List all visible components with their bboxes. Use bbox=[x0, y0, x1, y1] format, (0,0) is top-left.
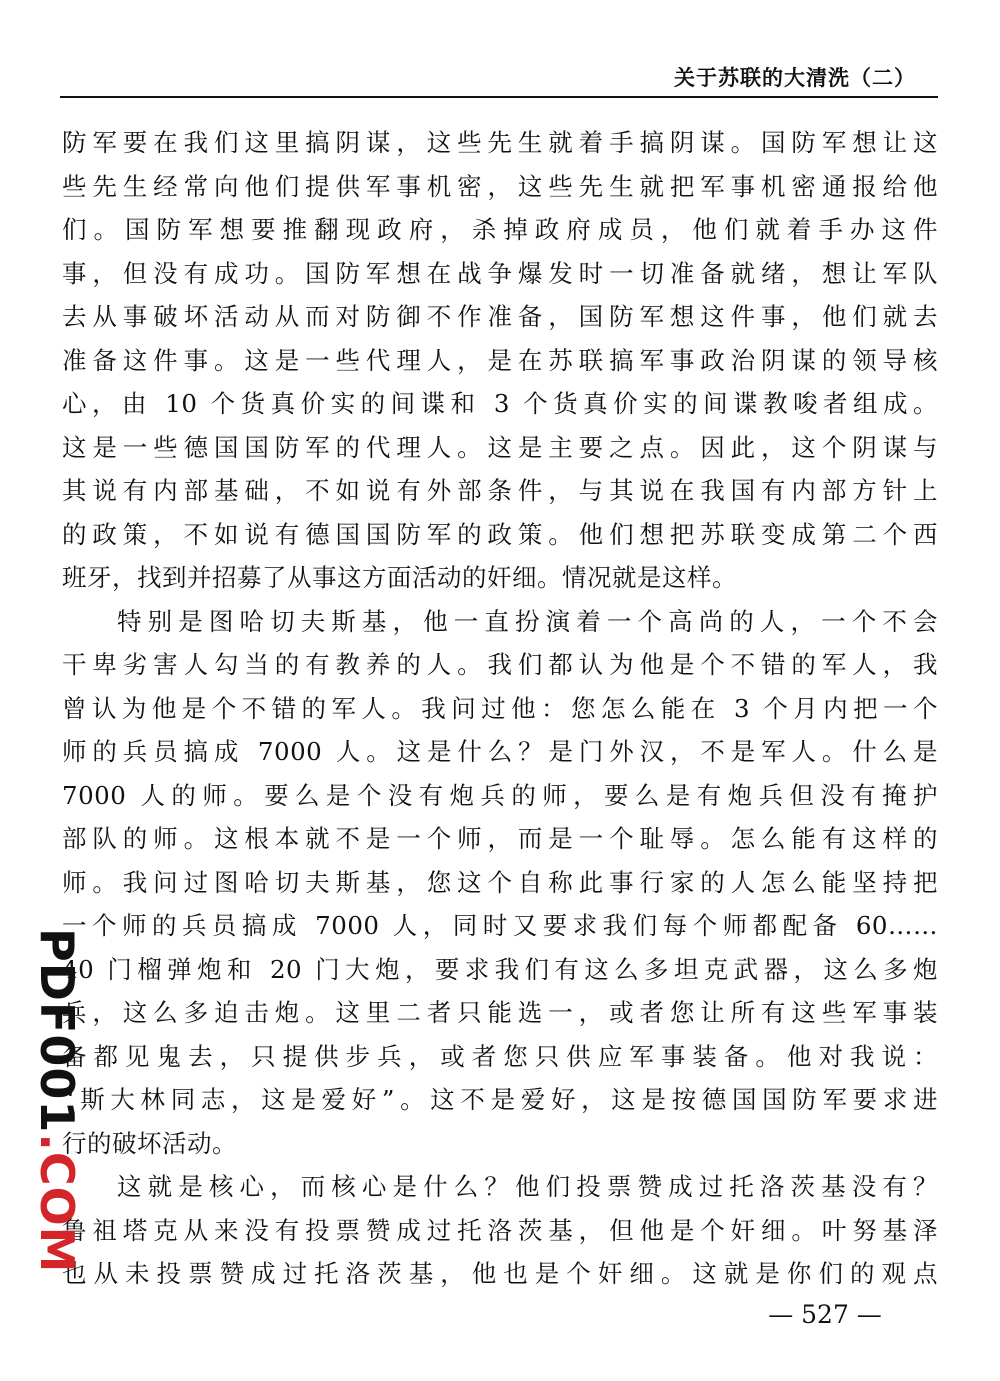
text-line: 些先生经常向他们提供军事机密，这些先生就把军事机密通报给他 bbox=[62, 171, 938, 201]
text-line: 备都见鬼去，只提供步兵，或者您只供应军事装备。他对我说： bbox=[62, 1041, 938, 1071]
text-line: 40 门榴弹炮和 20 门大炮，要求我们有这么多坦克武器，这么多炮 bbox=[62, 954, 938, 984]
text-line: 曾认为他是个不错的军人。我问过他：您怎么能在 3 个月内把一个 bbox=[62, 693, 938, 723]
text-line: 的政策，不如说有德国国防军的政策。他们想把苏联变成第二个西 bbox=[62, 519, 938, 549]
text-line: 事，但没有成功。国防军想在战争爆发时一切准备就绪，想让军队 bbox=[62, 258, 938, 288]
text-line: 防军要在我们这里搞阴谋，这些先生就着手搞阴谋。国防军想让这 bbox=[62, 128, 938, 157]
text-line: 特别是图哈切夫斯基，他一直扮演着一个高尚的人，一个不会 bbox=[117, 606, 938, 636]
text-line: 这就是核心，而核心是什么？他们投票赞成过托洛茨基没有？ bbox=[117, 1172, 938, 1201]
text-line: 班牙，找到并招募了从事这方面活动的奸细。情况就是这样。 bbox=[62, 563, 737, 592]
text-line: 心，由 10 个货真价实的间谍和 3 个货真价实的间谍教唆者组成。 bbox=[62, 389, 938, 418]
text-line: 干卑劣害人勾当的有教养的人。我们都认为他是个不错的军人，我 bbox=[62, 650, 938, 679]
text-line: 其说有内部基础，不如说有外部条件，与其说在我国有内部方针上 bbox=[62, 476, 938, 505]
text-line: 鲁祖塔克从来没有投票赞成过托洛茨基，但他是个奸细。叶努基泽 bbox=[62, 1215, 938, 1245]
text-line: “斯大林同志，这是爱好”。这不是爱好，这是按德国国防军要求进 bbox=[62, 1085, 938, 1114]
text-line: 兵，这么多迫击炮。这里二者只能选一，或者您让所有这些军事装 bbox=[62, 998, 938, 1027]
text-line: 也从未投票赞成过托洛茨基，他也是个奸细。这就是你们的观点 bbox=[62, 1259, 938, 1288]
text-line: 们。国防军想要推翻现政府，杀掉政府成员，他们就着手办这件 bbox=[62, 215, 938, 244]
text-line: 行的破坏活动。 bbox=[62, 1128, 237, 1158]
text-line: 师。我问过图哈切夫斯基，您这个自称此事行家的人怎么能坚持把 bbox=[62, 867, 938, 897]
watermark-pdf: PDF001 bbox=[30, 928, 84, 1134]
text-line: 7000 人的师。要么是个没有炮兵的师，要么是有炮兵但没有掩护 bbox=[62, 780, 938, 810]
text-line: 准备这件事。这是一些代理人，是在苏联搞军事政治阴谋的领导核 bbox=[62, 345, 938, 375]
text-line: 一个师的兵员搞成 7000 人，同时又要求我们每个师都配备 60…… bbox=[62, 911, 938, 940]
text-body bbox=[62, 121, 938, 1296]
page-number: — 527 — bbox=[768, 1300, 882, 1329]
watermark-com: .COM bbox=[30, 1133, 84, 1274]
text-line: 师的兵员搞成 7000 人。这是什么？是门外汉，不是军人。什么是 bbox=[62, 737, 938, 766]
watermark bbox=[30, 928, 84, 1274]
text-line: 这是一些德国国防军的代理人。这是主要之点。因此，这个阴谋与 bbox=[62, 432, 938, 462]
text-line: 部队的师。这根本就不是一个师，而是一个耻辱。怎么能有这样的 bbox=[62, 824, 938, 853]
chapter-title: 关于苏联的大清洗（二） bbox=[674, 66, 916, 90]
text-line: 去从事破坏活动从而对防御不作准备，国防军想这件事，他们就去 bbox=[62, 302, 938, 331]
running-header bbox=[60, 58, 938, 98]
